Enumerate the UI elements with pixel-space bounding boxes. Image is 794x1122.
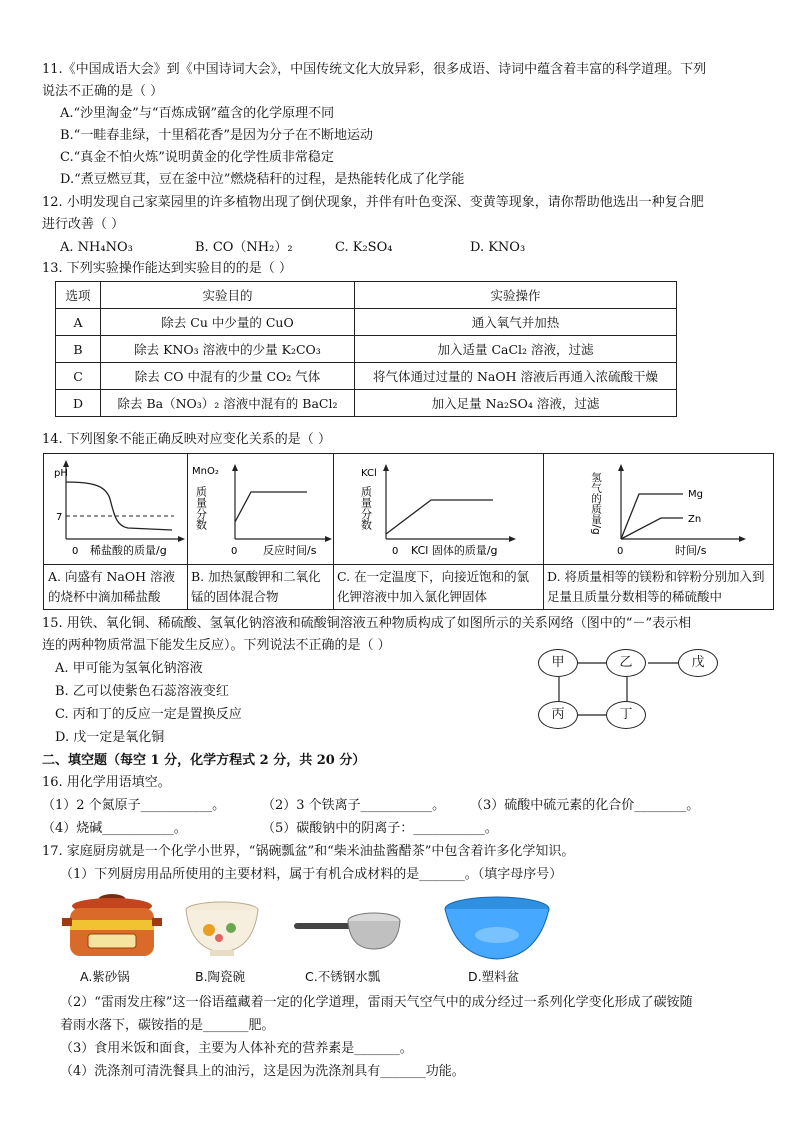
q11-option-a: A.“沙里淘金”与“百炼成钢”蕴含的化学原理不同 [60,106,335,121]
graph-d-cell [543,454,773,609]
graph-b-cell [187,454,334,609]
q13-table [55,281,677,417]
graph-c-xlabel: KCl 固体的质量/g [411,544,498,557]
row-option: C [56,363,101,390]
q12-option-d: D. KNO₃ [470,240,526,255]
q15-option-b: B. 乙可以使紫色石蕊溶液变红 [55,684,229,699]
graph-c-cell [333,454,544,609]
header-operation: 实验操作 [355,282,677,309]
q16-stem: 16. 用化学用语填空。 [42,775,171,790]
item-label-a: A.紫砂锅 [80,969,130,984]
graph-a-svg [44,454,187,564]
graph-a-ylabel: pH [54,468,68,479]
item-label-b: B.陶瓷碗 [195,969,246,984]
row-operation: 加入足量 Na₂SO₄ 溶液，过滤 [355,390,677,417]
q15-option-a: A. 甲可能为氢氧化钠溶液 [55,661,203,676]
q16-part-1: （1）2 个氮原子___________。 [42,798,226,813]
ceramic-bowl-image [183,900,261,960]
row-option: B [56,336,101,363]
row-purpose: 除去 CO 中混有的少量 CO₂ 气体 [101,363,355,390]
graph-d-origin: 0 [617,546,624,557]
graph-a-origin: 0 [72,546,79,557]
graph-d-series-mg: Mg [688,489,703,500]
graph-c-ylabel-2: 质量分数 [359,486,373,530]
row-purpose: 除去 KNO₃ 溶液中的少量 K₂CO₃ [101,336,355,363]
q15-option-d: D. 戊一定是氧化铜 [55,730,165,745]
graph-c-caption: C. 在一定温度下，向接近饱和的氯化钾溶液中加入氯化钾固体 [333,564,543,609]
row-operation: 将气体通过过量的 NaOH 溶液后再通入浓硫酸干燥 [355,363,677,390]
graph-a-xlabel: 稀盐酸的质量/g [90,544,167,557]
table-row [56,309,677,336]
row-purpose: 除去 Ba（NO₃）₂ 溶液中混有的 BaCl₂ [101,390,355,417]
row-purpose: 除去 Cu 中少量的 CuO [101,309,355,336]
graph-a-caption: A. 向盛有 NaOH 溶液的烧杯中滴加稀盐酸 [44,564,187,609]
q14-stem: 14. 下列图象不能正确反映对应变化关系的是（ ） [42,432,331,447]
q12-option-a: A. NH₄NO₃ [60,240,133,255]
q12-stem-1: 12. 小明发现自己家菜园里的许多植物出现了倒伏现象，并伴有叶色变深、变黄等现象，请你帮助他选出一种复合肥 [42,195,704,210]
q13-stem: 13. 下列实验操作能达到实验目的的是（ ） [42,261,292,276]
graph-d-svg [543,454,773,564]
row-operation: 加入适量 CaCl₂ 溶液，过滤 [355,336,677,363]
q15-stem-2: 连的两种物质常温下能发生反应）。下列说法不正确的是（ ） [42,638,391,653]
q17-part-1: （1）下列厨房用品所使用的主要材料，属于有机合成材料的是_______。（填字母序号） [60,867,563,882]
q12-option-b: B. CO（NH₂）₂ [195,240,293,255]
q17-part-3: （3）食用米饭和面食，主要为人体补充的营养素是_______。 [60,1041,413,1056]
q12-stem-2: 进行改善（ ） [42,217,125,232]
graph-b-ylabel-2: 质量分数 [194,486,208,530]
q15-option-c: C. 丙和丁的反应一定是置换反应 [55,707,242,722]
q17-part-2b: 着雨水落下，碳铵指的是_______肥。 [60,1018,275,1033]
graph-b-ylabel: MnO₂ [192,466,219,477]
node-ding: 丁 [606,701,646,729]
graph-b-caption: B. 加热氯酸钾和二氧化锰的固体混合物 [187,564,333,609]
q11-option-d: D.“煮豆燃豆萁，豆在釜中泣”燃烧秸秆的过程，是热能转化成了化学能 [60,172,465,187]
clay-pot-image [62,890,162,965]
graph-c-ylabel: KCl [361,468,377,479]
header-purpose: 实验目的 [101,282,355,309]
graph-b-origin: 0 [231,546,238,557]
q15-stem-1: 15. 用铁、氧化铜、稀硫酸、氢氧化钠溶液和硫酸铜溶液五种物质构成了如图所示的关系网络（图中的“－”表示相 [42,616,692,631]
row-option: A [56,309,101,336]
q17-part-2a: （2）“雷雨发庄稼”这一俗语蕴藏着一定的化学道理，雷雨天气空气中的成分经过一系列化学变化形成了碳铵随 [60,995,693,1010]
graph-c-svg [333,454,543,564]
q11-option-c: C.“真金不怕火炼”说明黄金的化学性质非常稳定 [60,150,334,165]
node-wu: 戊 [678,649,718,677]
q12-option-c: C. K₂SO₄ [335,240,393,255]
q17-stem: 17. 家庭厨房就是一个化学小世界，“锅碗瓢盆”和“柴米油盐酱醋茶”中包含着许多化学知识。 [42,844,575,859]
q16-part-5: （5）碳酸钠中的阴离子：___________。 [262,821,498,836]
plastic-basin-image [442,895,552,965]
item-label-d: D.塑料盆 [468,969,520,984]
table-row [56,363,677,390]
graph-d-caption: D. 将质量相等的镁粉和锌粉分别加入到足量且质量分数相等的稀硫酸中 [543,564,773,609]
q11-stem-2: 说法不正确的是（ ） [42,84,164,99]
section-2-heading: 二、填空题（每空 1 分，化学方程式 2 分，共 20 分） [42,753,366,768]
graph-d-ylabel: 氢气的质量/g [590,472,602,535]
row-option: D [56,390,101,417]
graph-a-cell [44,454,188,609]
q16-part-3: （3）硫酸中硫元素的化合价________。 [470,798,700,813]
node-bing: 丙 [538,701,578,729]
graph-d-series-zn: Zn [688,514,702,525]
q14-graph-table [43,453,774,610]
node-jia: 甲 [538,649,578,677]
q17-part-4: （4）洗涤剂可清洗餐具上的油污，这是因为洗涤剂具有_______功能。 [60,1064,465,1079]
steel-ladle-image [292,905,402,955]
table-header-row [56,282,677,309]
graph-a-ytick: 7 [56,512,63,523]
graph-d-xlabel: 时间/s [675,544,707,557]
header-option: 选项 [56,282,101,309]
q11-stem-1: 11.《中国成语大会》到《中国诗词大会》，中国传统文化大放异彩，很多成语、诗词中蕴含着丰富的科学道理。下列 [42,62,707,77]
graph-b-svg [187,454,333,564]
node-yi: 乙 [606,649,646,677]
graph-c-origin: 0 [392,546,399,557]
item-label-c: C.不锈钢水瓢 [305,969,381,984]
table-row [56,336,677,363]
q16-part-2: （2）3 个铁离子___________。 [262,798,446,813]
graph-b-xlabel: 反应时间/s [263,544,317,557]
row-operation: 通入氧气并加热 [355,309,677,336]
q16-part-4: （4）烧碱___________。 [42,821,187,836]
q11-option-b: B.“一畦春韭绿，十里稻花香”是因为分子在不断地运动 [60,128,373,143]
table-row [56,390,677,417]
